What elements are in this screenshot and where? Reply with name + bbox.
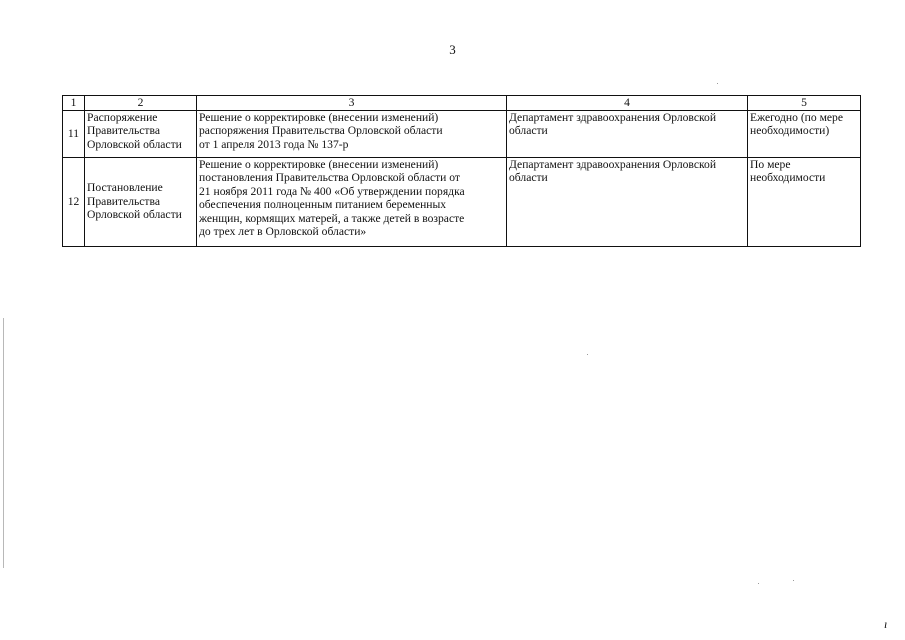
document-type-cell: Распоряжение Правительства Орловской области <box>85 110 197 157</box>
page-number: 3 <box>449 42 456 57</box>
period-cell: Ежегодно (по мере необходимости) <box>748 110 861 157</box>
scan-speck <box>793 580 794 581</box>
responsible-cell: Департамент здравоохранения Орловской области <box>507 157 748 246</box>
description-cell: Решение о корректировке (внесении изменений) распоряжения Правительства Орловской области от 1 апреля 2013 года № 137-р <box>197 110 507 157</box>
row-number: 11 <box>63 110 85 157</box>
scan-speck <box>717 83 718 84</box>
header-col-3: 3 <box>197 96 507 111</box>
description-cell: Решение о корректировке (внесении изменений) постановления Правительства Орловской области от 21 ноября 2011 года № 400 «Об утверждении порядка обеспечения полноценным питанием беременных женщин, кормящих матерей, а также детей в возрасте до трех лет в Орловской области» <box>197 157 507 246</box>
corner-mark: ı <box>884 617 888 631</box>
table-header-row <box>63 96 861 111</box>
table-row <box>63 110 861 157</box>
scan-speck <box>758 583 759 584</box>
header-col-2: 2 <box>85 96 197 111</box>
responsible-cell: Департамент здравоохранения Орловской области <box>507 110 748 157</box>
header-col-4: 4 <box>507 96 748 111</box>
document-table <box>62 95 861 247</box>
period-cell: По мере необходимости <box>748 157 861 246</box>
row-number: 12 <box>63 157 85 246</box>
table-row <box>63 157 861 246</box>
scan-margin-line <box>3 318 4 568</box>
header-col-5: 5 <box>748 96 861 111</box>
document-type-cell: Постановление Правительства Орловской области <box>85 157 197 246</box>
header-col-1: 1 <box>63 96 85 111</box>
scan-speck <box>587 354 588 355</box>
